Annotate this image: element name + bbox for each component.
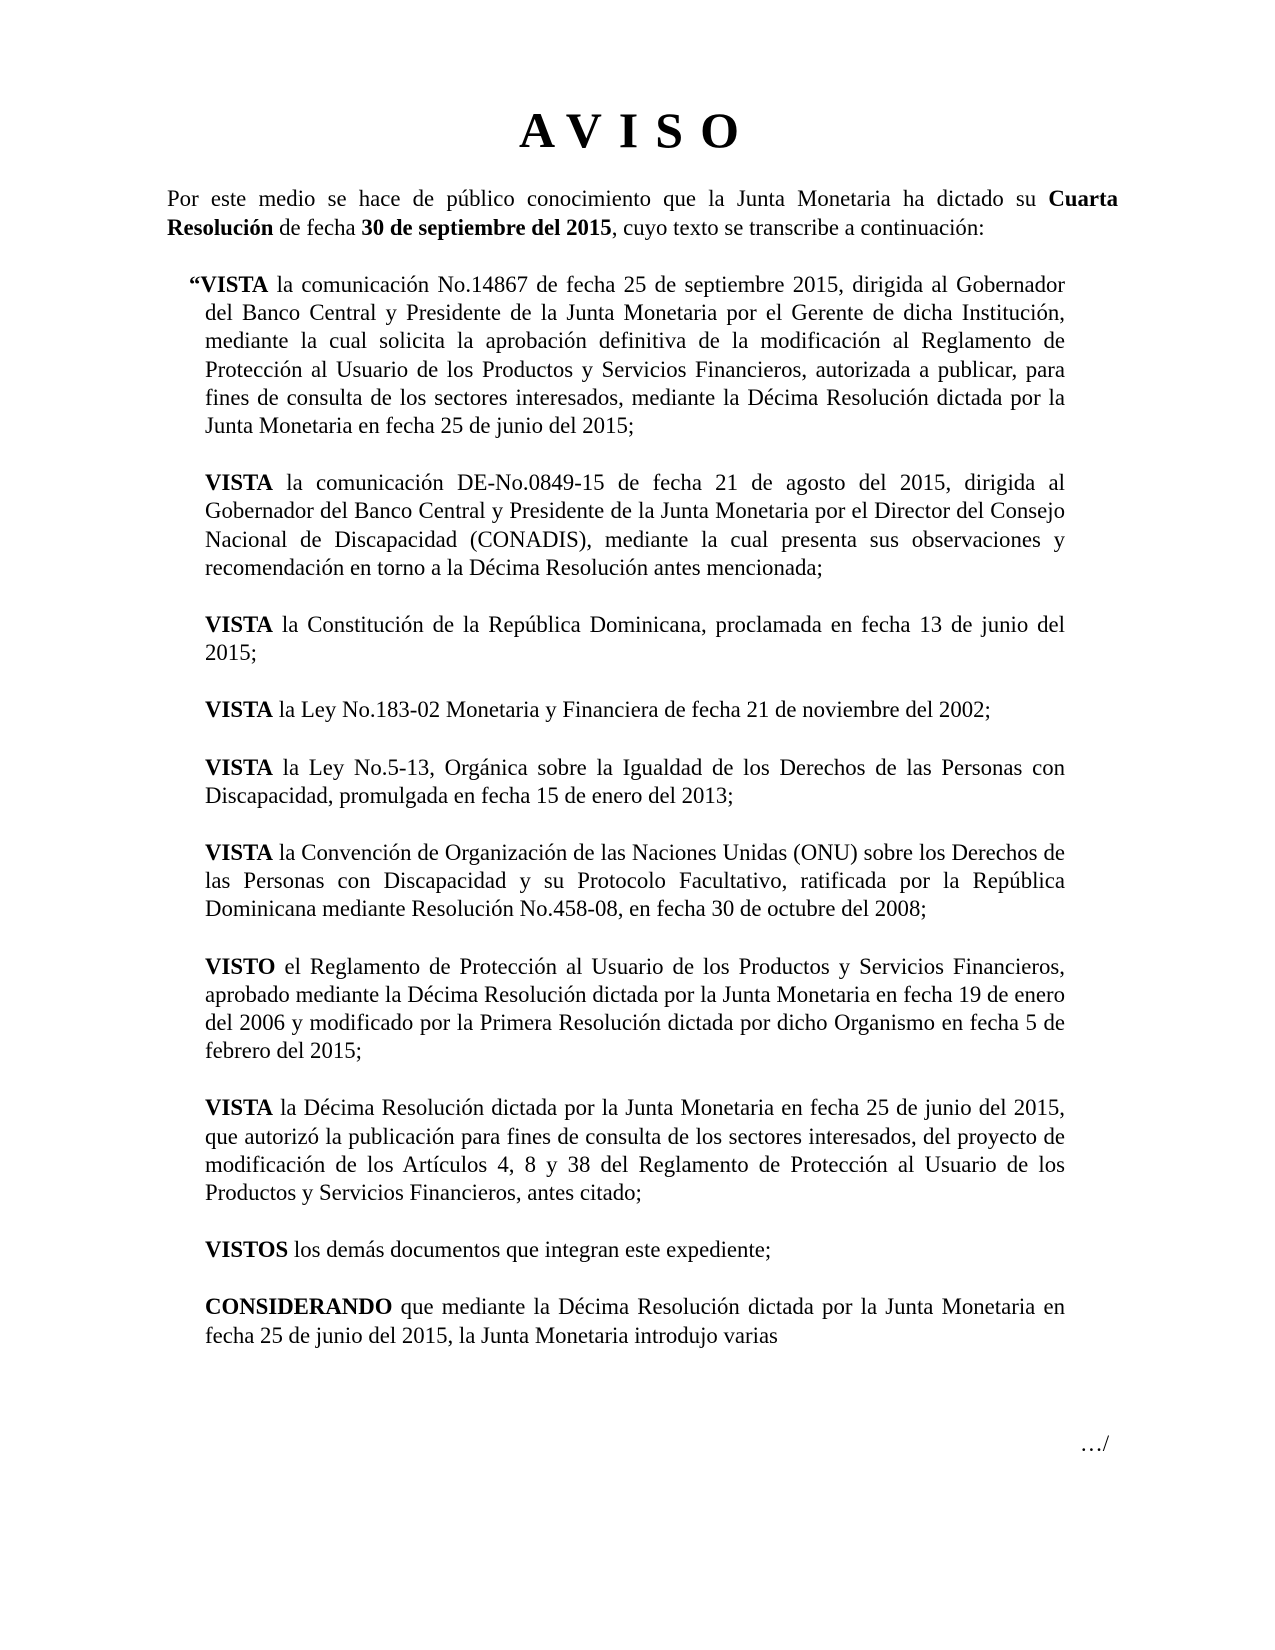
intro-text-2: de fecha [273,215,362,240]
intro-resolution-date: 30 de septiembre del 2015 [361,215,612,240]
paragraph-lead: VISTOS [205,1237,289,1263]
intro-text-3: , cuyo texto se transcribe a continuación: [611,215,985,240]
intro-paragraph [167,184,1118,242]
paragraph-lead: VISTA [205,470,273,496]
intro-resolution-number: Cuarta Resolución [167,186,1118,240]
paragraph-body: la Constitución de la República Dominicana, proclamada en fecha 13 de junio del 2015; [205,612,1065,666]
paragraph-body: la Ley No.183-02 Monetaria y Financiera de fecha 21 de noviembre del 2002; [273,697,991,723]
paragraph-lead: VISTA [205,840,273,866]
resolution-quote [189,271,1065,1379]
page-continuation-mark: …/ [1080,1431,1110,1456]
paragraph-lead: VISTA [205,697,273,723]
paragraph-body: la Convención de Organización de las Naciones Unidas (ONU) sobre los Derechos de las Personas con Discapacidad y su Protocolo Facultativo, ratificada por la República Dominicana mediante Resolución No.458-08, en fecha 30 de octubre del 2008; [205,840,1065,922]
vista-paragraph [205,611,1065,667]
vista-paragraph [205,469,1065,582]
paragraph-lead: “VISTA [189,272,269,297]
paragraph-lead: CONSIDERANDO [205,1294,393,1320]
vistos-paragraph [205,1236,1065,1264]
paragraph-body: que mediante la Décima Resolución dictada por la Junta Monetaria en fecha 25 de junio del 2015, la Junta Monetaria introdujo varias [205,1294,1065,1348]
vista-paragraph [205,696,1065,724]
paragraph-lead: VISTA [205,754,273,780]
vista-paragraph [205,754,1065,810]
visto-paragraph [205,953,1065,1066]
paragraph-lead: VISTA [205,1095,273,1121]
paragraph-body: la comunicación DE-No.0849-15 de fecha 21 de agosto del 2015, dirigida al Gobernador del Banco Central y Presidente de la Junta Monetaria por el Director del Consejo Nacional de Discapacidad (CONADIS), mediante la cual presenta sus observaciones y recomendación en torno a la Décima Resolución antes mencionada; [205,470,1065,580]
vista-paragraph [205,839,1065,924]
vista-paragraph [205,1094,1065,1207]
paragraph-body: el Reglamento de Protección al Usuario de los Productos y Servicios Financieros, aprobado mediante la Décima Resolución dictada por la Junta Monetaria en fecha 19 de enero del 2006 y modificado por la Primera Resolución dictada por dicho Organismo en fecha 5 de febrero del 2015; [205,953,1065,1064]
document-title: AVISO [519,102,756,158]
paragraph-body: los demás documentos que integran este expediente; [288,1237,772,1263]
paragraph-lead: VISTO [205,953,276,979]
vista-paragraph [189,271,1065,440]
paragraph-body: la Ley No.5-13, Orgánica sobre la Igualdad de los Derechos de las Personas con Discapacidad, promulgada en fecha 15 de enero del 2013; [205,754,1065,808]
considerando-paragraph [205,1293,1065,1349]
paragraph-body: la comunicación No.14867 de fecha 25 de septiembre 2015, dirigida al Gobernador del Banco Central y Presidente de la Junta Monetaria por el Gerente de dicha Institución, mediante la cual solicita la aprobación definitiva de la modificación al Reglamento de Protección al Usuario de los Productos y Servicios Financieros, autorizada a publicar, para fines de consulta de los sectores interesados, mediante la Décima Resolución dictada por la Junta Monetaria en fecha 25 de junio del 2015; [205,272,1065,439]
paragraph-body: la Décima Resolución dictada por la Junta Monetaria en fecha 25 de junio del 2015, que autorizó la publicación para fines de consulta de los sectores interesados, del proyecto de modificación de los Artículos 4, 8 y 38 del Reglamento de Protección al Usuario de los Productos y Servicios Financieros, antes citado; [205,1095,1065,1206]
paragraph-lead: VISTA [205,612,273,638]
intro-text-1: Por este medio se hace de público conocimiento que la Junta Monetaria ha dictado su [167,186,1049,211]
